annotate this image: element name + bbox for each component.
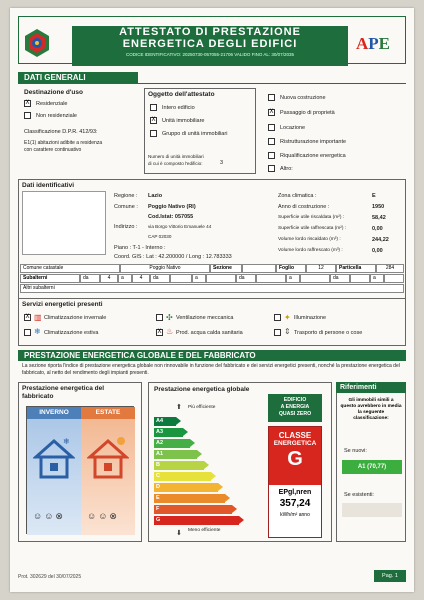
clima-inv-label: Climatizzazione invernale: [44, 315, 107, 321]
energy-class-bar-d: D: [154, 483, 218, 492]
elevator-icon: ⇕: [284, 327, 291, 336]
sub-empty: [350, 274, 370, 283]
ill-label: Illuminazione: [294, 315, 327, 321]
divider: [18, 83, 406, 84]
ristrutturazione-checkbox[interactable]: [268, 138, 275, 145]
nuova-costruzione-checkbox[interactable]: [268, 94, 275, 101]
energy-class-bar-g: G: [154, 516, 239, 525]
sezione-label: Sezione: [210, 264, 242, 273]
region-logo-icon: [22, 28, 52, 58]
piu-efficiente-label: Più efficiente: [188, 405, 216, 410]
classe-label-1: CLASSE: [278, 431, 312, 440]
classificazione-title: Classificazione D.P.R. 412/93:: [24, 129, 98, 135]
sub-value-1: 4: [100, 274, 118, 283]
sup-raff-value: 0,00: [372, 226, 383, 232]
energy-class-bar-a3: A3: [154, 428, 183, 437]
comune-value: Poggio Nativo (RI): [148, 204, 196, 210]
nzeb-line-3: QUASI ZERO: [278, 411, 312, 417]
comune-label: Comune :: [114, 204, 138, 210]
sub-da-4: da: [330, 274, 350, 283]
residenziale-label: Residenziale: [36, 101, 68, 107]
up-arrow-icon: ⬆: [176, 404, 182, 411]
house-winter-icon: [33, 435, 75, 479]
classe-red-block: [269, 427, 321, 485]
vol-risc-value: 244,22: [372, 237, 389, 243]
fabbricato-panel: [26, 406, 134, 534]
building-photo-placeholder: [22, 191, 106, 255]
codistat-value: Cod.Istat: 057055: [148, 214, 194, 220]
energy-class-bar-e: E: [154, 494, 225, 503]
acs-checkbox[interactable]: X: [157, 329, 162, 335]
energy-class-bar-c: C: [154, 472, 211, 481]
esistenti-badge: [342, 503, 402, 517]
energy-class-bar-f: F: [154, 505, 232, 514]
unita-immobiliare-checkbox[interactable]: X: [151, 117, 156, 123]
nzeb-box: [268, 394, 322, 422]
altro-checkbox[interactable]: [268, 165, 275, 172]
trasp-checkbox[interactable]: [274, 329, 281, 336]
indirizzo-value: via Borgo Vittorio Emanuele 44: [148, 224, 212, 229]
sub-a-4: a: [370, 274, 384, 283]
vol-raff-value: 0,00: [372, 248, 383, 254]
title-line-2: ENERGETICA DEGLI EDIFICI: [122, 38, 298, 50]
sub-da-3: da: [236, 274, 256, 283]
intero-edificio-checkbox[interactable]: [150, 104, 157, 111]
vent-checkbox[interactable]: [156, 314, 163, 321]
sub-da-1: da: [80, 274, 100, 283]
subalterni-label: Subalterni: [20, 274, 80, 283]
riferimenti-title: Riferimenti: [336, 382, 406, 393]
nuova-costruzione-label: Nuova costruzione: [280, 95, 326, 101]
nzeb-line-2: A ENERGIA: [280, 404, 310, 410]
sub-a-3: a: [286, 274, 300, 283]
estate-label: ESTATE: [81, 407, 135, 419]
footer-prot: Prot. 302629 del 30/07/2025: [18, 574, 82, 580]
riqualificazione-label: Riqualificazione energetica: [280, 153, 346, 159]
passaggio-label: Passaggio di proprietà: [280, 110, 335, 116]
globale-title: Prestazione energetica globale: [154, 386, 250, 393]
energy-class-bar-b: B: [154, 461, 204, 470]
header-title-bar: [72, 26, 348, 66]
sub-value-2: 4: [132, 274, 150, 283]
cap-value: CAP 02030: [148, 234, 172, 239]
sub-empty: [206, 274, 236, 283]
indirizzo-label: Indirizzo :: [114, 224, 138, 230]
title-line-1: ATTESTATO DI PRESTAZIONE: [119, 26, 301, 38]
ristrutturazione-label: Ristrutturazione importante: [280, 139, 347, 145]
gruppo-label: Gruppo di unità immobiliari: [162, 131, 228, 137]
foglio-value: 12: [306, 264, 336, 273]
ape-brand-logo: APE: [356, 34, 391, 53]
inverno-smiley-icons: ☺☺⊗: [33, 511, 65, 521]
down-arrow-icon: ⬇: [176, 530, 182, 537]
ep-label: EPgl,nren: [278, 489, 312, 496]
prestazione-description: La sezione riporta l'indice di prestazione energetica globale non rinnovabile in funzione del fabbricato e dei servizi energetici presenti, nonché la prestazione energetica del fabbricato, al netto del rendimento degli impianti presenti.: [22, 363, 400, 376]
regione-value: Lazio: [148, 193, 163, 199]
destinazione-title: Destinazione d'uso: [24, 89, 83, 96]
gruppo-checkbox[interactable]: [150, 130, 157, 137]
lightbulb-icon: ✦: [284, 313, 291, 322]
nuovi-badge: A1 (70,77): [342, 460, 402, 474]
acs-label: Prod. acqua calda sanitaria: [176, 330, 243, 336]
sezione-value: [242, 264, 276, 273]
riferimenti-text: Gli immobili simili a questo avrebbero in media la seguente classificazione:: [340, 398, 402, 421]
altri-subalterni: Altri subalterni: [20, 284, 404, 293]
fan-icon: ✣: [166, 313, 173, 322]
classe-box: [268, 426, 322, 538]
unita-immobiliare-label: Unità immobiliare: [162, 118, 205, 124]
anno-label: Anno di costruzione :: [278, 204, 330, 210]
fabbricato-title-2: fabbricato: [22, 393, 54, 400]
inverno-label: INVERNO: [27, 407, 81, 419]
svg-text:❄: ❄: [63, 437, 70, 446]
classe-label-2: ENERGETICA: [273, 440, 317, 447]
sub-empty: [256, 274, 286, 283]
oggetto-title: Oggetto dell'attestato: [148, 91, 215, 98]
document-page: [10, 8, 414, 592]
clima-est-checkbox[interactable]: [24, 329, 31, 336]
particella-value: 284: [376, 264, 404, 273]
sub-a-1: a: [118, 274, 132, 283]
sub-da-2: da: [150, 274, 170, 283]
energy-class-scale: [154, 417, 264, 529]
regione-label: Regione :: [114, 193, 138, 199]
meno-efficiente-label: Meno efficiente: [188, 528, 221, 533]
fabbricato-title-1: Prestazione energetica del: [22, 385, 105, 392]
zona-label: Zona climatica :: [278, 193, 317, 199]
estate-smiley-icons: ☺☺⊗: [87, 511, 119, 521]
non-residenziale-label: Non residenziale: [36, 113, 77, 119]
classe-value: G: [287, 448, 303, 470]
sup-risc-value: 58,42: [372, 215, 386, 221]
clima-inv-checkbox[interactable]: X: [25, 314, 30, 320]
ep-value: 357,24: [279, 498, 311, 509]
nuovi-label: Se nuovi:: [344, 448, 367, 454]
sub-empty: [300, 274, 330, 283]
sup-risc-label: Superficie utile riscaldata (m²) :: [278, 215, 345, 220]
esistenti-label: Se esistenti:: [344, 492, 374, 498]
locazione-label: Locazione: [280, 125, 306, 131]
foglio-label: Foglio: [276, 264, 306, 273]
classificazione-text-1: E1(1) abitazioni adibite a residenza: [24, 140, 103, 146]
piano-value: Piano : T-1 - Interno :: [114, 245, 166, 251]
tap-icon: ♨: [166, 327, 174, 336]
clima-est-label: Climatizzazione estiva: [44, 330, 99, 336]
vol-raff-label: Volume lordo raffrescato (m³) :: [278, 248, 343, 253]
comune-catastale-value: Poggio Nativo: [120, 264, 210, 273]
numero-unita-value: 3: [220, 160, 224, 166]
footer-page: Pag. 1: [374, 570, 406, 582]
vent-label: Ventilazione meccanica: [176, 315, 234, 321]
zona-value: E: [372, 193, 376, 199]
energy-class-bar-a4: A4: [154, 417, 176, 426]
nzeb-line-1: EDIFICIO: [283, 397, 307, 403]
residenziale-checkbox[interactable]: X: [25, 100, 30, 106]
anno-value: 1950: [372, 204, 385, 210]
particella-label: Particella: [336, 264, 376, 273]
sup-raff-label: Superficie utile raffrescata (m²) :: [278, 226, 347, 231]
sub-empty: [170, 274, 192, 283]
altro-label: Altro:: [280, 166, 293, 172]
locazione-checkbox[interactable]: [268, 124, 275, 131]
identification-code: CODICE IDENTIFICATIVO: 20250730-057055-21706 VALIDO FINO AL: 30/07/2035: [126, 52, 294, 57]
dati-generali-heading: DATI GENERALI: [18, 72, 138, 83]
snowflake-icon: ❄: [34, 327, 41, 336]
coord-value: Coord. GIS : Lat : 42.200000 / Long : 12.783333: [114, 254, 232, 260]
ep-unit: kWh/m² anno: [280, 512, 310, 518]
passaggio-checkbox[interactable]: X: [269, 109, 274, 115]
trasp-label: Trasporto di persone o cose: [294, 330, 363, 336]
radiator-icon: ▥: [34, 313, 42, 322]
comune-catastale-label: Comune catastale: [20, 264, 120, 273]
vol-risc-label: Volume lordo riscaldato (m³) :: [278, 237, 341, 242]
non-residenziale-checkbox[interactable]: [24, 112, 31, 119]
riqualificazione-checkbox[interactable]: [268, 152, 275, 159]
sub-a-2: a: [192, 274, 206, 283]
ill-checkbox[interactable]: [274, 314, 281, 321]
energy-class-bar-a1: A1: [154, 450, 197, 459]
sub-empty: [384, 274, 404, 283]
servizi-title: Servizi energetici presenti: [22, 301, 103, 308]
classificazione-text-2: con carattere continuativo: [24, 147, 82, 153]
dati-identificativi-title: Dati identificativi: [22, 182, 75, 189]
intero-edificio-label: Intero edificio: [162, 105, 195, 111]
house-summer-icon: [87, 435, 129, 479]
numero-unita-text-1: Numero di unità immobiliari: [148, 154, 204, 159]
energy-class-bar-a2: A2: [154, 439, 190, 448]
numero-unita-text-2: di cui è composto l'edificio:: [148, 161, 203, 166]
prestazione-heading: PRESTAZIONE ENERGETICA GLOBALE E DEL FABBRICATO: [18, 350, 406, 361]
